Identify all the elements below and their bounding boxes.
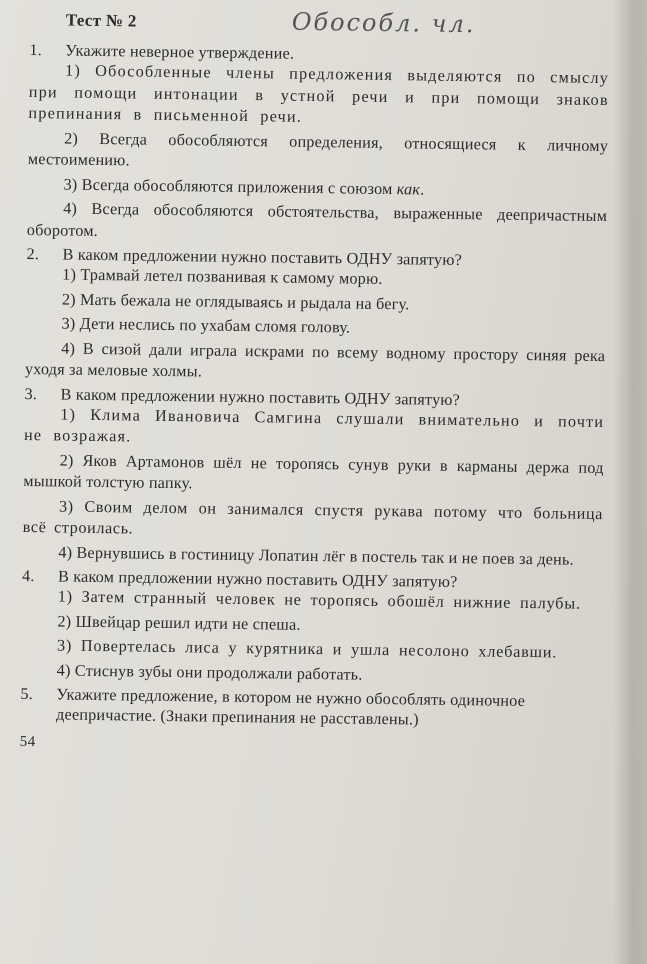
handwritten-note: Обособл. чл.	[291, 7, 476, 39]
page-number: 54	[19, 733, 36, 751]
question-number: 2.	[26, 244, 40, 264]
question-4-option-3: 3) Повертелась лиса у курятника и ушла несолоно хлебавши.	[56, 636, 558, 662]
question-3-option-4: 4) Вернувшись в гостиницу Лопатин лёг в постель так и не поев за день.	[58, 542, 574, 569]
question-text: В каком предложении нужно поставить ОДНУ запятую?	[57, 567, 458, 592]
option-italic-word: как	[396, 179, 421, 198]
question-1-option-1: 1) Обособленные члены предложения выделяются по смыслу при помощи интонации в устной речи и при помощи знаков препинания в письменной речи.	[28, 61, 610, 126]
question-3-option-3: 3) Своим делом он занимался спустя рукава потому что больница всё строилась.	[22, 496, 604, 538]
test-title: Тест № 2	[65, 10, 137, 31]
question-4-option-4: 4) Стиснув зубы они продолжали работать.	[56, 660, 363, 684]
question-number: 3.	[24, 384, 38, 403]
option-tail: .	[420, 179, 425, 199]
page-edge-shadow	[613, 0, 647, 964]
question-2-option-2: 2) Мать бежала не оглядываясь и рыдала на бегу.	[61, 289, 410, 313]
question-1-option-4: 4) Всегда обособляются обстоятельства, выраженные деепричастным оборотом.	[26, 199, 608, 240]
question-2-option-3: 3) Дети неслись по ухабам сломя голову.	[61, 314, 351, 337]
question-3-option-2: 2) Яков Артамонов шёл не торопясь сунув руки в карманы держа под мышкой толстую папку.	[23, 450, 604, 493]
question-text: В каком предложении нужно поставить ОДНУ запятую?	[60, 384, 461, 409]
question-text: Укажите неверное утверждение.	[65, 41, 295, 63]
question-5	[20, 684, 601, 732]
question-text: В каком предложении нужно поставить ОДНУ запятую?	[62, 245, 463, 270]
question-number: 1.	[29, 40, 43, 60]
question-2-option-4: 4) В сизой дали играла искрами по всему водному простору синяя река уходя за меловые холмы.	[24, 338, 606, 381]
question-1-option-2: 2) Всегда обособляются определения, относящиеся к личному местоимению.	[27, 128, 609, 170]
question-number: 5.	[20, 684, 34, 704]
page-content	[20, 6, 610, 759]
option-text: 3) Всегда обособляются приложения с союзом	[63, 174, 393, 198]
question-number: 4.	[21, 566, 35, 586]
question-3-option-1: 1) Клима Ивановича Самгина слушали внимательно и почти не возражая.	[23, 404, 605, 446]
question-2-option-1: 1) Трамвай летел позванивая к самому морю.	[62, 265, 383, 288]
question-4-option-1: 1) Затем странный человек не торопясь обошёл нижние палубы.	[57, 587, 581, 613]
question-text: Укажите предложение, в котором не нужно обособлять одиночное деепричастие. (Знаки препинания не расставлены.)	[55, 685, 526, 729]
question-4-option-2: 2) Швейцар решил идти не спеша.	[57, 611, 301, 634]
